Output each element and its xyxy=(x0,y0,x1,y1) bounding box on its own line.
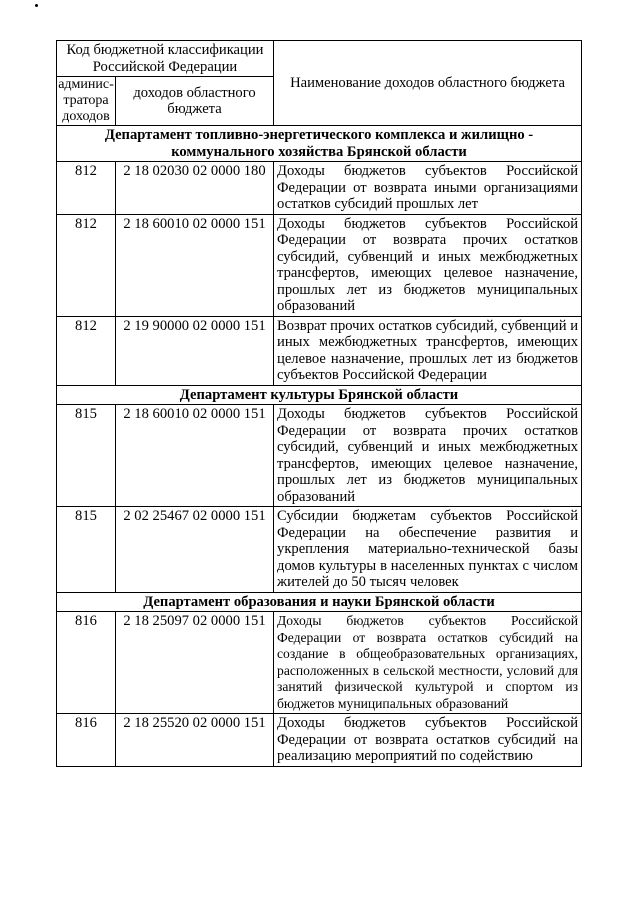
table-header-row xyxy=(57,41,582,77)
table-row xyxy=(57,162,582,215)
admin-code: 815 xyxy=(57,405,116,507)
table-row xyxy=(57,612,582,714)
admin-code: 816 xyxy=(57,714,116,767)
admin-code: 812 xyxy=(57,162,116,215)
revenue-name: Доходы бюджетов субъектов Российской Федерации от возврата прочих остатков субсидий, субвенций и иных межбюджетных трансфертов, имеющих целевое назначение, прошлых лет из бюджетов муниципальных образований xyxy=(274,405,582,507)
section-row xyxy=(57,385,582,405)
section-title: Департамент образования и науки Брянской области xyxy=(57,592,582,612)
revenue-code: 2 18 60010 02 0000 151 xyxy=(116,405,274,507)
revenue-code: 2 18 60010 02 0000 151 xyxy=(116,214,274,316)
revenue-classification-table xyxy=(56,40,582,767)
revenue-code: 2 18 25520 02 0000 151 xyxy=(116,714,274,767)
header-budget-code: Код бюджетной классификации Российской Федерации xyxy=(57,41,274,77)
scan-mark xyxy=(35,4,38,7)
revenue-name: Доходы бюджетов субъектов Российской Федерации от возврата иными организациями остатков субсидий прошлых лет xyxy=(274,162,582,215)
table-row xyxy=(57,507,582,593)
admin-code: 812 xyxy=(57,316,116,385)
admin-code: 812 xyxy=(57,214,116,316)
table-row xyxy=(57,714,582,767)
table-row xyxy=(57,316,582,385)
revenue-name: Доходы бюджетов субъектов Российской Федерации от возврата остатков субсидий на реализацию мероприятий по содействию xyxy=(274,714,582,767)
header-revenue-name: Наименование доходов областного бюджета xyxy=(274,41,582,126)
section-row xyxy=(57,126,582,162)
admin-code: 815 xyxy=(57,507,116,593)
revenue-code: 2 18 02030 02 0000 180 xyxy=(116,162,274,215)
revenue-name: Субсидии бюджетам субъектов Российской Федерации на обеспечение развития и укрепления материально-технической базы домов культуры в населенных пунктах с числом жителей до 50 тысяч человек xyxy=(274,507,582,593)
revenue-name: Возврат прочих остатков субсидий, субвенций и иных межбюджетных трансфертов, имеющих целевое назначение, прошлых лет из бюджетов субъектов Российской Федерации xyxy=(274,316,582,385)
table-row xyxy=(57,214,582,316)
header-revenue-code: доходов областного бюджета xyxy=(116,77,274,126)
header-administrator: админис-тратора доходов xyxy=(58,77,114,124)
revenue-name: Доходы бюджетов субъектов Российской Федерации от возврата остатков субсидий на создание в общеобразовательных организациях, расположенных в сельской местности, условий для занятий физической культурой и спортом из бюджетов муниципальных образований xyxy=(274,612,582,714)
section-row xyxy=(57,592,582,612)
table-row xyxy=(57,405,582,507)
section-title: Департамент топливно-энергетического комплекса и жилищно - коммунального хозяйства Брянской области xyxy=(57,126,582,162)
admin-code: 816 xyxy=(57,612,116,714)
revenue-code: 2 02 25467 02 0000 151 xyxy=(116,507,274,593)
revenue-code: 2 18 25097 02 0000 151 xyxy=(116,612,274,714)
revenue-name: Доходы бюджетов субъектов Российской Федерации от возврата прочих остатков субсидий, субвенций и иных межбюджетных трансфертов, имеющих целевое назначение, прошлых лет из бюджетов муниципальных образований xyxy=(274,214,582,316)
section-title: Департамент культуры Брянской области xyxy=(57,385,582,405)
revenue-code: 2 19 90000 02 0000 151 xyxy=(116,316,274,385)
